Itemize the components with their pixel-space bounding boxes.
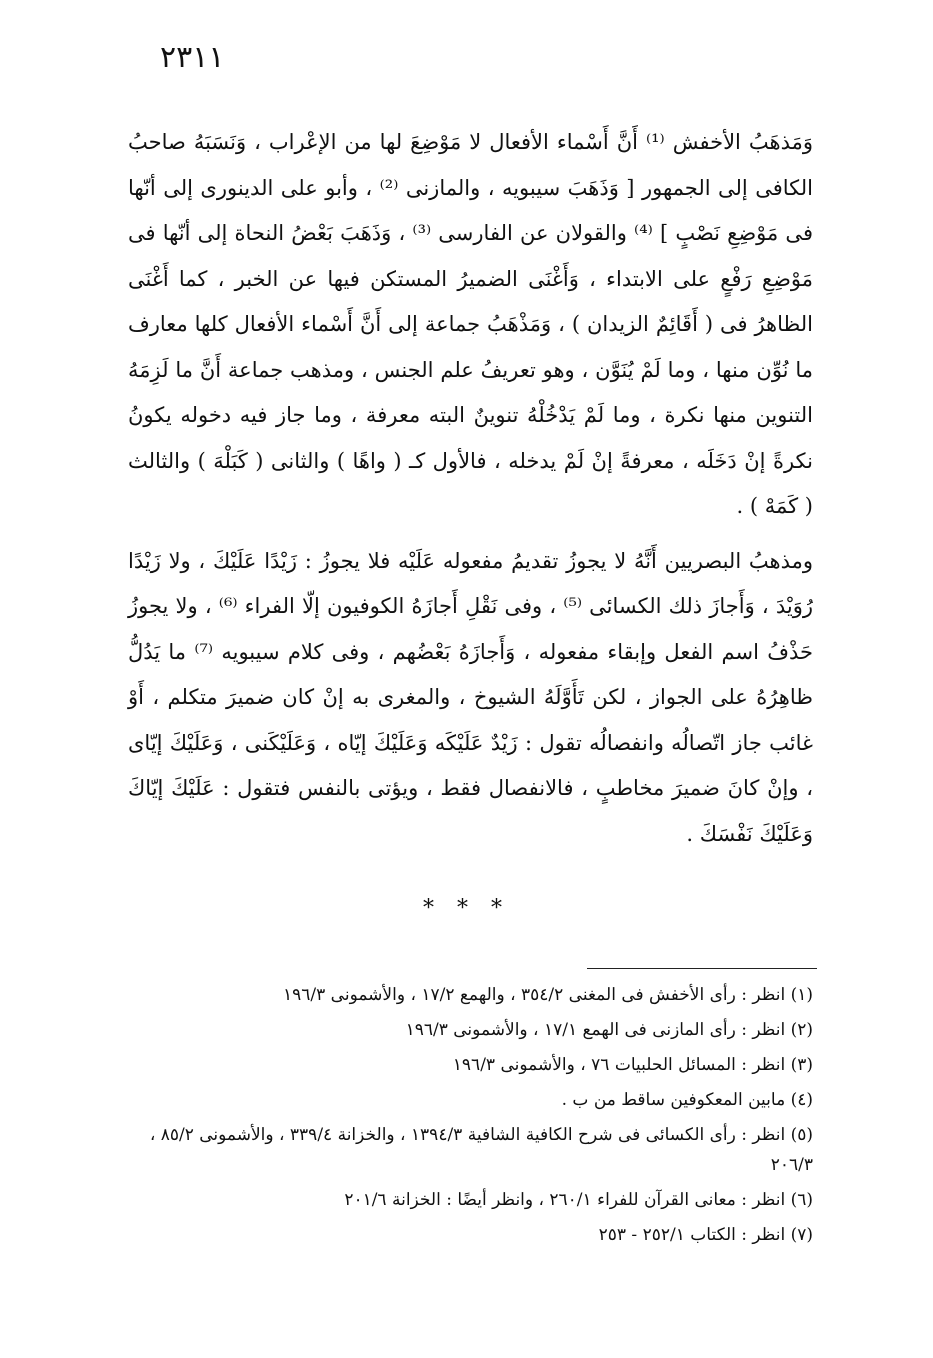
footnote: (٣) انظر : المسائل الحلبيات ٧٦ ، والأشمونى ١٩٦/٣ [452, 1055, 813, 1075]
section-separator: * * * [423, 896, 510, 921]
footnote: (٤) مابين المعكوفين ساقط من ب . [561, 1090, 813, 1110]
footnote: (٧) انظر : الكتاب ٢٥٢/١ - ٢٥٣ [598, 1225, 813, 1245]
footnote-rule [587, 968, 817, 969]
paragraph: ومذهبُ البصريين أَنَّهُ لا يجوزُ تقديمُ مفعوله عَلَيْه فلا يجوزُ : زَيْدًا عَلَيْكَ ، ولا زَيْدًا رُوَيْدَ ، وَأَجازَ ذلك الكسائى ⁽⁵⁾ ، وفى نَقْلِ أَجازَهُ الكوفيون إلّا الفراء ⁽⁶⁾ ، ولا يجوزُ حَذْفُ اسم الفعل وإبقاء مفعوله ، وَأَجازَهُ بَعْضُهم ، وفى كلام سيبويه ⁽⁷⁾ ما يَدُلُّ ظاهِرُهُ على الجواز ، لكن تَأَوَّلَهُ الشيوخ ، والمغرى به إنْ كان ضميرَ متكلم ، أَوْ غائب جاز اتّصالُه وانفصالُه تقول : زَيْدٌ عَلَيْكَه وَعَلَيْكَ إيّاه ، وَعَلَيْكَنى ، وَعَلَيْكَ إيّاى ، وإنْ كانَ ضميرَ مخاطبٍ ، فالانفصال فقط ، ويؤتى بالنفس فتقول : عَلَيْكَ إيّاكَ وَعَلَيْكَ نَفْسَكَ . [128, 548, 813, 846]
footnote: (٦) انظر : معانى القرآن للفراء ٢٦٠/١ ، وانظر أيضًا : الخزانة ٢٠١/٦ [344, 1190, 813, 1210]
footnote: (١) انظر : رأى الأخفش فى المغنى ٣٥٤/٢ ، والهمع ١٧/٢ ، والأشمونى ١٩٦/٣ [283, 985, 813, 1005]
paragraph: وَمَذهَبُ الأخفش ⁽¹⁾ أَنَّ أَسْماء الأفعال لا مَوْضِعَ لها من الإعْراب ، وَنَسَبَهُ صاحبُ الكافى إلى الجمهور [ وَذَهَبَ سيبويه ، والمازنى ⁽²⁾ ، وأبو على الدينورى إلى أنّها فى مَوْضِعِ نَصْبٍ ] ⁽⁴⁾ والقولان عن الفارسى ⁽³⁾ ، وَذَهَبَ بَعْضُ النحاة إلى أنّها فى مَوْضِعِ رَفْعٍ على الابتداء ، وَأَغْنَى الضميرُ المستكن فيها عن الخبر ، كما أَغْنَى الظاهرُ فى ( أَقَائِمٌ الزيدان ) ، وَمَذْهَبُ جماعة إلى أَنَّ أَسْماء الأفعال كلها معارف ما نُوِّن منها ، وما لَمْ يُنَوَّن ، وهو تعريفُ علم الجنس ، ومذهب جماعة أَنَّ ما لَزِمَهُ التنوين منها نكرة ، وما لَمْ يَدْخُلْهُ تنوينٌ البته معرفة ، وما جاز فيه دخوله يكونُ نكرةً إنْ دَخَلَه ، معرفةً إنْ لَمْ يدخله ، فالأول كـ ( واهًا ) والثانى ( كَبَلْهَ ) والثالث ( كَمَهْ ) . [128, 130, 814, 518]
main-text [128, 120, 813, 857]
page-number: ٢٣١١ [160, 40, 225, 75]
footnote: (٥) انظر : رأى الكسائى فى شرح الكافية الشافية ١٣٩٤/٣ ، والخزانة ٣٣٩/٤ ، والأشمونى ٨٥/٢ ، ٢٠٦/٣ [149, 1125, 813, 1175]
footnote: (٢) انظر : رأى المازنى فى الهمع ١٧/١ ، والأشمونى ١٩٦/٣ [405, 1020, 813, 1040]
footnotes [118, 980, 813, 1255]
